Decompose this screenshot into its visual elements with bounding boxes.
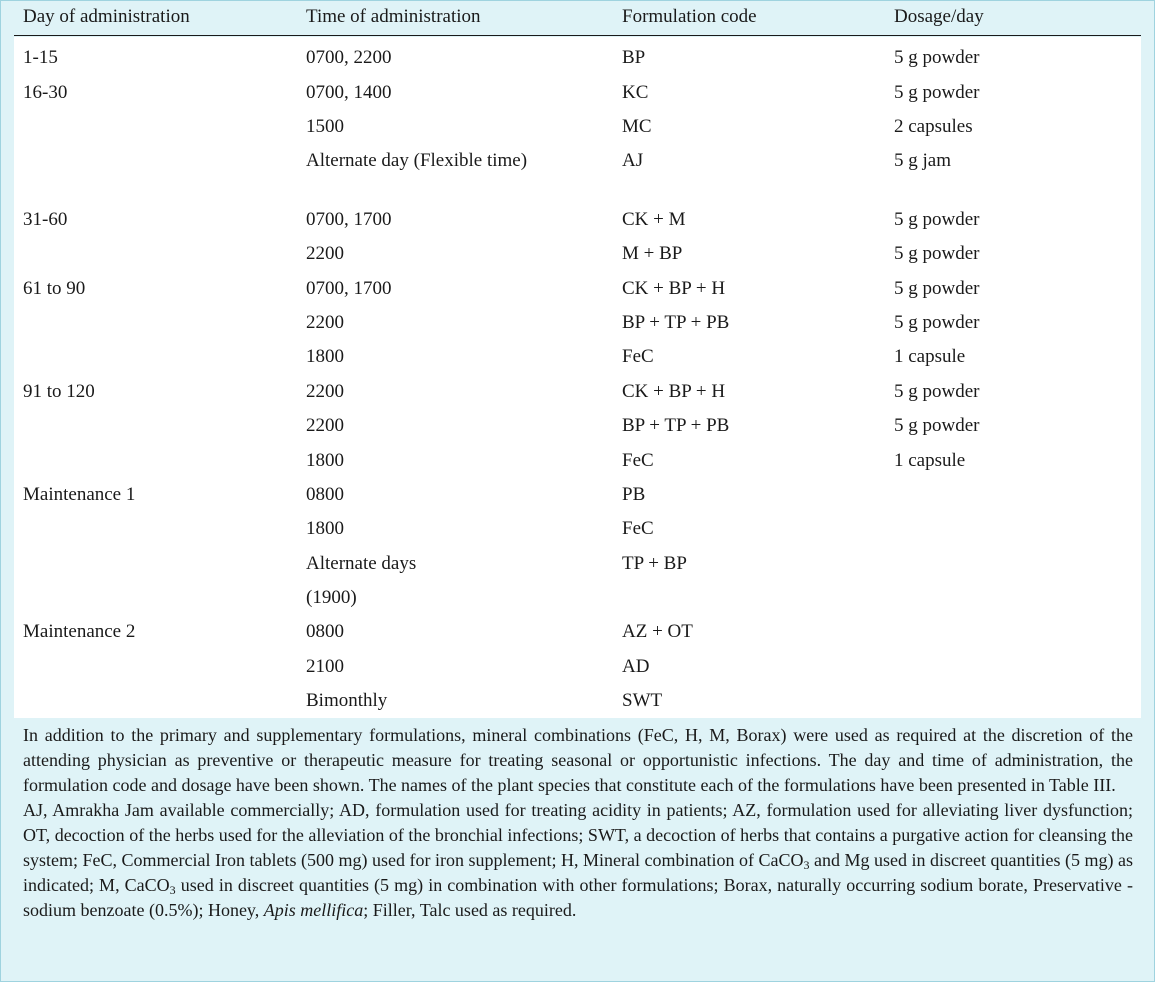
cell-code: FeC	[622, 518, 654, 539]
cell-code: BP + TP + PB	[622, 312, 730, 333]
cell-time: 0800	[306, 484, 344, 505]
cell-time: 0700, 1400	[306, 82, 392, 103]
cell-code: CK + BP + H	[622, 278, 726, 299]
header-day: Day of administration	[23, 6, 190, 27]
cell-time: 0800	[306, 621, 344, 642]
cell-time: Alternate days	[306, 553, 417, 574]
cell-dosage: 5 g powder	[894, 381, 980, 402]
cell-dosage: 2 capsules	[894, 116, 973, 137]
header-time: Time of administration	[306, 6, 481, 27]
cell-day: 91 to 120	[23, 381, 95, 402]
footnote-text-1: AJ, Amrakha Jam available commercially; AD, formulation used for treating acidity in patients; AZ, formulation used for alleviating liver dysfunction; OT, decoction of the herbs used for the alleviation of the bronchial infections; SWT, a decoction of herbs that contains a purgative action for cleansing the system; FeC, Commercial Iron tablets (500 mg) used for iron supplement; H, Mineral combination of CaCO	[23, 800, 1133, 870]
header-divider	[14, 35, 1141, 36]
cell-dosage: 5 g powder	[894, 278, 980, 299]
cell-code: FeC	[622, 450, 654, 471]
subscript-3: 3	[169, 883, 176, 897]
cell-code: M + BP	[622, 243, 683, 264]
cell-day: 1-15	[23, 47, 58, 68]
cell-time: 1500	[306, 116, 344, 137]
cell-code: KC	[622, 82, 649, 103]
cell-code: TP + BP	[622, 553, 687, 574]
cell-code: BP	[622, 47, 646, 68]
cell-day: Maintenance 2	[23, 621, 136, 642]
cell-dosage: 1 capsule	[894, 346, 966, 367]
cell-code: FeC	[622, 346, 654, 367]
cell-code: CK + M	[622, 209, 686, 230]
cell-time: 0700, 1700	[306, 209, 392, 230]
cell-time: 0700, 1700	[306, 278, 392, 299]
cell-time: 2200	[306, 381, 344, 402]
cell-time: 2100	[306, 656, 344, 677]
cell-time: 1800	[306, 346, 344, 367]
cell-dosage: 1 capsule	[894, 450, 966, 471]
cell-dosage: 5 g jam	[894, 150, 951, 171]
table-body	[14, 37, 1141, 718]
cell-time: Alternate day (Flexible time)	[306, 150, 528, 171]
cell-code: BP + TP + PB	[622, 415, 730, 436]
cell-code: CK + BP + H	[622, 381, 726, 402]
footnote-description: In addition to the primary and supplementary formulations, mineral combinations (FeC, H, M, Borax) were used as required at the discretion of the attending physician as preventive or therapeutic measure for treating seasonal or opportunistic infections. The day and time of administration, the formulation code and dosage have been shown. The names of the plant species that constitute each of the formulations have been presented in Table III.	[23, 725, 1133, 795]
cell-time: (1900)	[306, 587, 357, 608]
cell-code: AJ	[622, 150, 644, 171]
footnote-text-3: used in discreet quantities (5 mg) in combination with other formulations; Borax, naturally occurring sodium borate, Preservative - sodium benzoate (0.5%); Honey,	[23, 875, 1133, 920]
cell-time: 2200	[306, 243, 344, 264]
table-footnotes	[23, 723, 1133, 923]
cell-code: AZ + OT	[622, 621, 693, 642]
subscript-3: 3	[803, 858, 810, 872]
cell-dosage: 5 g powder	[894, 415, 980, 436]
footnote-text-2: and Mg used in discreet quantities (5 mg) as indicated; M, CaCO	[23, 850, 1133, 895]
cell-dosage: 5 g powder	[894, 47, 980, 68]
cell-code: PB	[622, 484, 646, 505]
cell-day: 31-60	[23, 209, 68, 230]
cell-time: 2200	[306, 415, 344, 436]
cell-dosage: 5 g powder	[894, 243, 980, 264]
cell-time: 0700, 2200	[306, 47, 392, 68]
cell-code: SWT	[622, 690, 663, 711]
table-header-row	[0, 0, 1141, 35]
header-code: Formulation code	[622, 6, 757, 27]
footnote-abbreviations	[23, 798, 1133, 923]
cell-time: Bimonthly	[306, 690, 388, 711]
cell-day: 16-30	[23, 82, 68, 103]
cell-dosage: 5 g powder	[894, 209, 980, 230]
cell-day: Maintenance 1	[23, 484, 136, 505]
cell-time: 2200	[306, 312, 344, 333]
cell-day: 61 to 90	[23, 278, 86, 299]
footnote-text-4: ; Filler, Talc used as required.	[363, 900, 577, 920]
species-name: Apis mellifica	[263, 900, 364, 920]
header-dosage: Dosage/day	[894, 6, 984, 27]
cell-time: 1800	[306, 450, 344, 471]
cell-dosage: 5 g powder	[894, 82, 980, 103]
cell-dosage: 5 g powder	[894, 312, 980, 333]
cell-time: 1800	[306, 518, 344, 539]
cell-code: MC	[622, 116, 652, 137]
cell-code: AD	[622, 656, 650, 677]
